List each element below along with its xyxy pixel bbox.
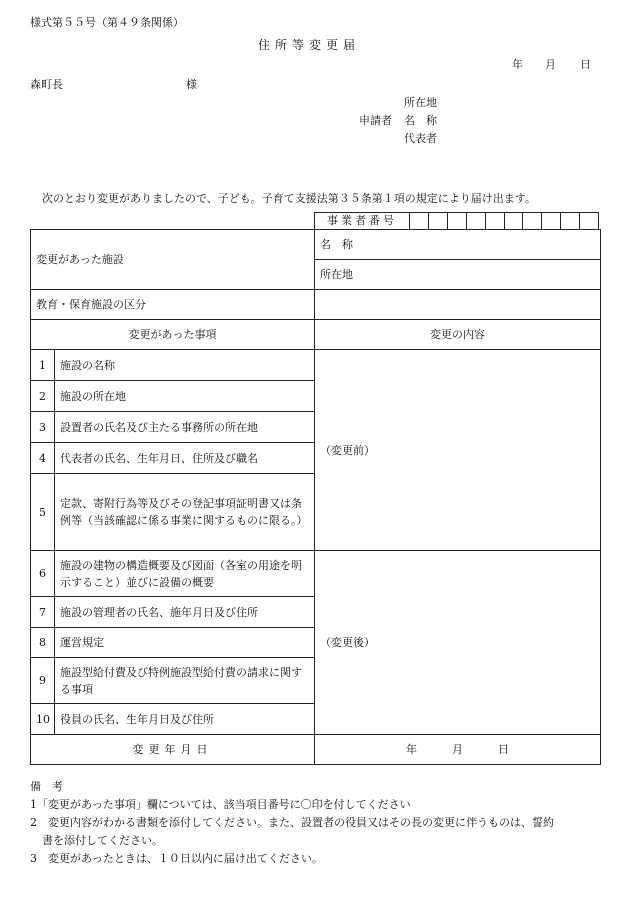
date-year: 年 [512,58,523,71]
applicant-representative-label: 代表者 [404,132,437,145]
item-text: 設置者の氏名及び主たる事務所の所在地 [55,412,315,443]
applicant-name-label: 名 称 [404,114,437,127]
note-3: 3 変更があったときは、１０日以内に届け出てください。 [30,852,323,865]
addressee-name: 森町長 [30,78,63,91]
intro-text: 次のとおり変更がありましたので、子ども。子育て支援法第３５条第１項の規定により届け出ます。 [42,192,536,205]
item-text: 役員の氏名、生年月日及び住所 [55,704,315,735]
item-number[interactable]: 1 [31,350,55,381]
business-number-digit[interactable] [448,213,467,229]
item-text: 施設型給付費及び特例施設型給付費の請求に関する事項 [55,658,315,704]
business-number-digit[interactable] [486,213,505,229]
business-number-digit[interactable] [429,213,448,229]
facility-name-field[interactable] [315,230,601,260]
facility-name-label: 名 称 [320,238,354,251]
after-label: （変更後） [320,636,376,649]
item-text: 施設の建物の構造概要及び図面（各室の用途を明示すること）並びに設備の概要 [55,551,315,597]
item-number[interactable]: 2 [31,381,55,412]
item-number[interactable]: 7 [31,597,55,628]
facility-address-label: 所在地 [320,268,354,281]
business-number-digit[interactable] [467,213,486,229]
notes-section [30,778,554,868]
facility-category-field[interactable] [315,290,601,320]
item-number[interactable]: 6 [31,551,55,597]
business-number-field[interactable] [314,212,599,229]
item-text: 施設の名称 [55,350,315,381]
form-title: 住所等変更届 [258,38,361,52]
business-number-digit[interactable] [561,213,580,229]
date-day: 日 [580,58,591,71]
business-number-label: 事業者番号 [315,213,410,229]
item-number[interactable]: 10 [31,704,55,735]
change-date-month: 月 [452,743,464,756]
after-content-field[interactable] [315,551,601,735]
facility-address-field[interactable] [315,260,601,290]
change-date-year: 年 [406,743,418,756]
item-number[interactable]: 5 [31,474,55,551]
business-number-digit[interactable] [505,213,524,229]
addressee-honorific: 様 [186,78,197,91]
applicant-role: 申請者 [359,114,392,127]
change-date-field[interactable] [315,735,601,765]
item-text: 運営規定 [55,628,315,658]
facility-label: 変更があった施設 [31,230,315,290]
before-label: （変更前） [320,443,376,457]
change-form-table [30,229,601,765]
item-number[interactable]: 9 [31,658,55,704]
before-content-field[interactable] [315,350,601,551]
change-date-label: 変更年月日 [31,735,315,765]
business-number-digit[interactable] [523,213,542,229]
header-changed-item: 変更があった事項 [31,320,315,350]
note-1: 1「変更があった事項」欄については、該当項目番号に〇印を付してください [30,798,411,811]
change-date-day: 日 [498,743,510,756]
item-text: 代表者の氏名、生年月日、住所及び職名 [55,443,315,474]
notes-heading: 備 考 [30,780,63,793]
business-number-digit[interactable] [410,213,429,229]
facility-category-label: 教育・保育施設の区分 [31,290,315,320]
header-change-content: 変更の内容 [315,320,601,350]
item-text: 定款、寄附行為等及びその登記事項証明書又は条例等（当該確認に係る事業に関するものに限る。） [55,474,315,551]
item-number[interactable]: 4 [31,443,55,474]
note-2: 2 変更内容がわかる書類を添付してください。また、設置者の役員又はその長の変更に伴うものは、誓約 [30,816,554,829]
item-number[interactable]: 3 [31,412,55,443]
applicant-address-label: 所在地 [404,96,437,109]
form-number: 様式第５５号（第４９条関係） [30,16,184,29]
item-text: 施設の管理者の氏名、施年月日及び住所 [55,597,315,628]
business-number-digit[interactable] [542,213,561,229]
item-number[interactable]: 8 [31,628,55,658]
date-month: 月 [545,58,556,71]
item-text: 施設の所在地 [55,381,315,412]
note-2-continued: 書を添付してください。 [42,834,163,847]
business-number-digit[interactable] [580,213,598,229]
